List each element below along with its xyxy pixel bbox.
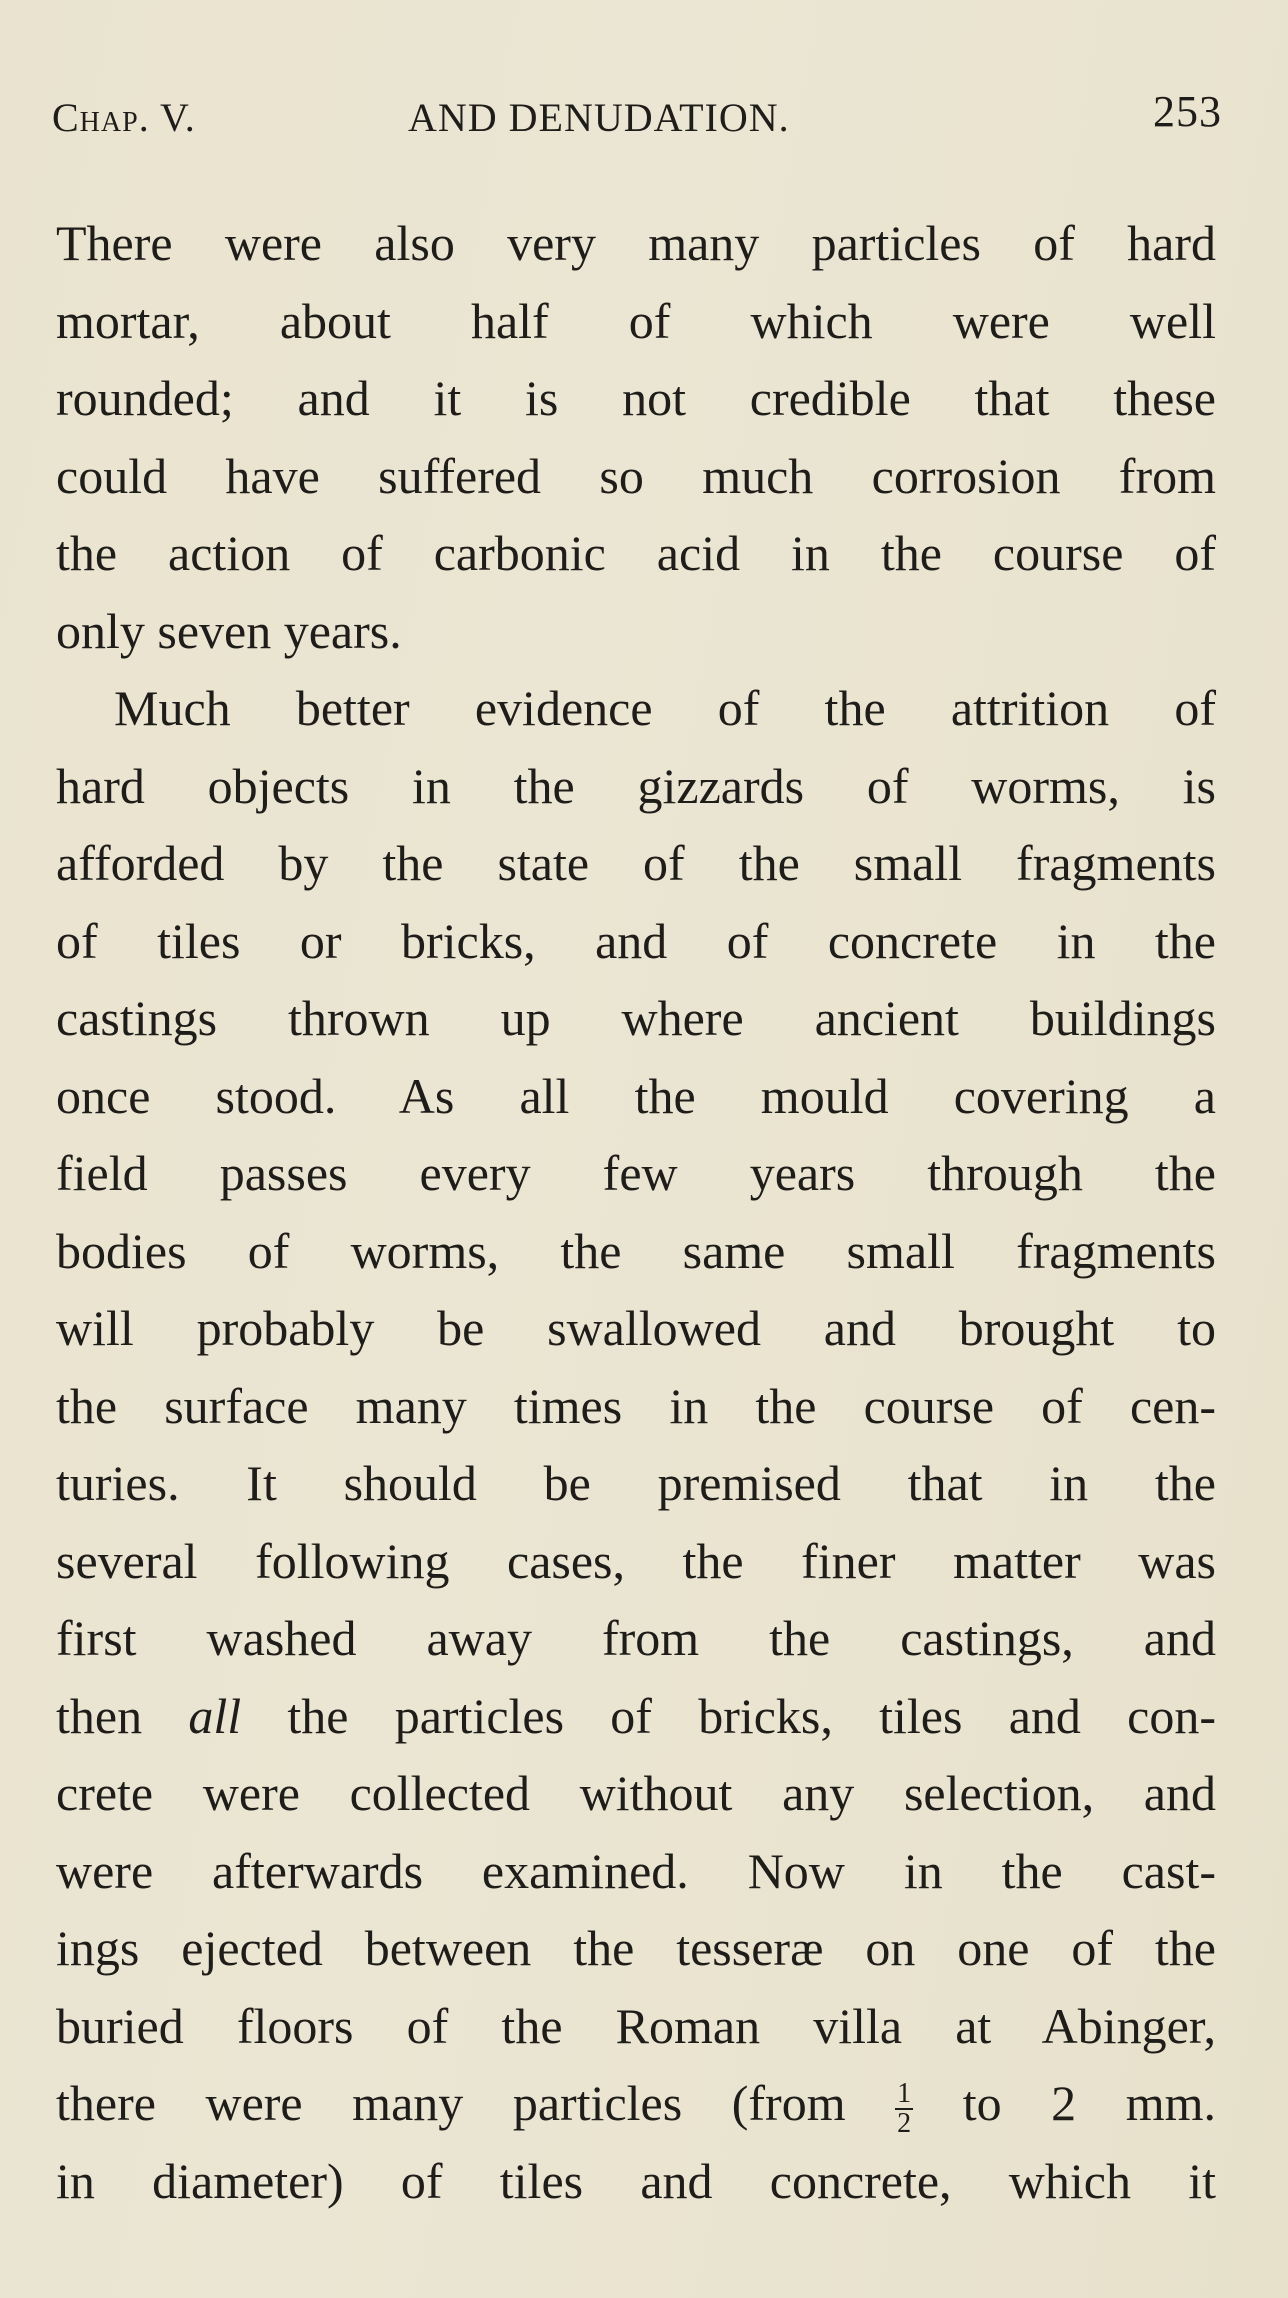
fraction-numerator: 1 [897,2077,912,2109]
chapter-label: Chap. V. [52,95,196,140]
text-line: the action of carbonic acid in the course of [56,525,1216,581]
text-line: mortar, about half of which were well [56,292,1216,349]
text-line-italic [56,1678,1216,1756]
text-line: rounded; and it is not credible that these [56,370,1216,426]
text-line: could have suffered so much corrosion from [56,447,1216,504]
text-line: the surface many times in the course of cen- [56,1377,1216,1434]
text-line: Much better evidence of the attrition of [114,680,1216,736]
text-line: of tiles or bricks, and of concrete in the [56,912,1216,969]
page-header [52,86,1222,146]
body-text [56,205,1216,2220]
text-line: crete were collected without any selection, and [56,1765,1216,1821]
text-line: ings ejected between the tesseræ on one of the [56,1920,1216,1976]
text-line: bodies of worms, the same small fragments [56,1222,1216,1279]
text-line: only seven years. [56,602,402,659]
text-line: There were also very many particles of hard [56,215,1216,271]
text-segment: the particles of bricks, tiles and con- [241,1687,1216,1744]
page-number: 253 [1153,87,1222,136]
text-line: first washed away from the castings, and [56,1610,1216,1666]
text-line: several following cases, the finer matter was [56,1532,1216,1589]
text-line: hard objects in the gizzards of worms, is [56,757,1216,814]
text-line-fraction [56,2065,1216,2143]
text-line: once stood. As all the mould covering a [56,1067,1216,1124]
text-segment: to 2 mm. [913,2075,1216,2131]
text-line: were afterwards examined. Now in the cast- [56,1842,1216,1899]
running-title: AND DENUDATION. [408,95,790,140]
text-line: turies. It should be premised that in the [56,1455,1216,1511]
fraction-denominator: 2 [897,2107,912,2139]
text-line: afforded by the state of the small fragments [56,835,1216,891]
text-line: castings thrown up where ancient buildings [56,990,1216,1046]
text-segment: then [56,1687,189,1744]
italic-emphasis: all [188,1687,242,1744]
text-line: field passes every few years through the [56,1145,1216,1201]
text-line: will probably be swallowed and brought to [56,1300,1216,1356]
text-line: buried floors of the Roman villa at Abinger, [56,1997,1216,2054]
text-segment: there were many particles (from [56,2075,896,2131]
fraction [895,2077,913,2139]
text-line: in diameter) of tiles and concrete, which it [56,2152,1216,2209]
